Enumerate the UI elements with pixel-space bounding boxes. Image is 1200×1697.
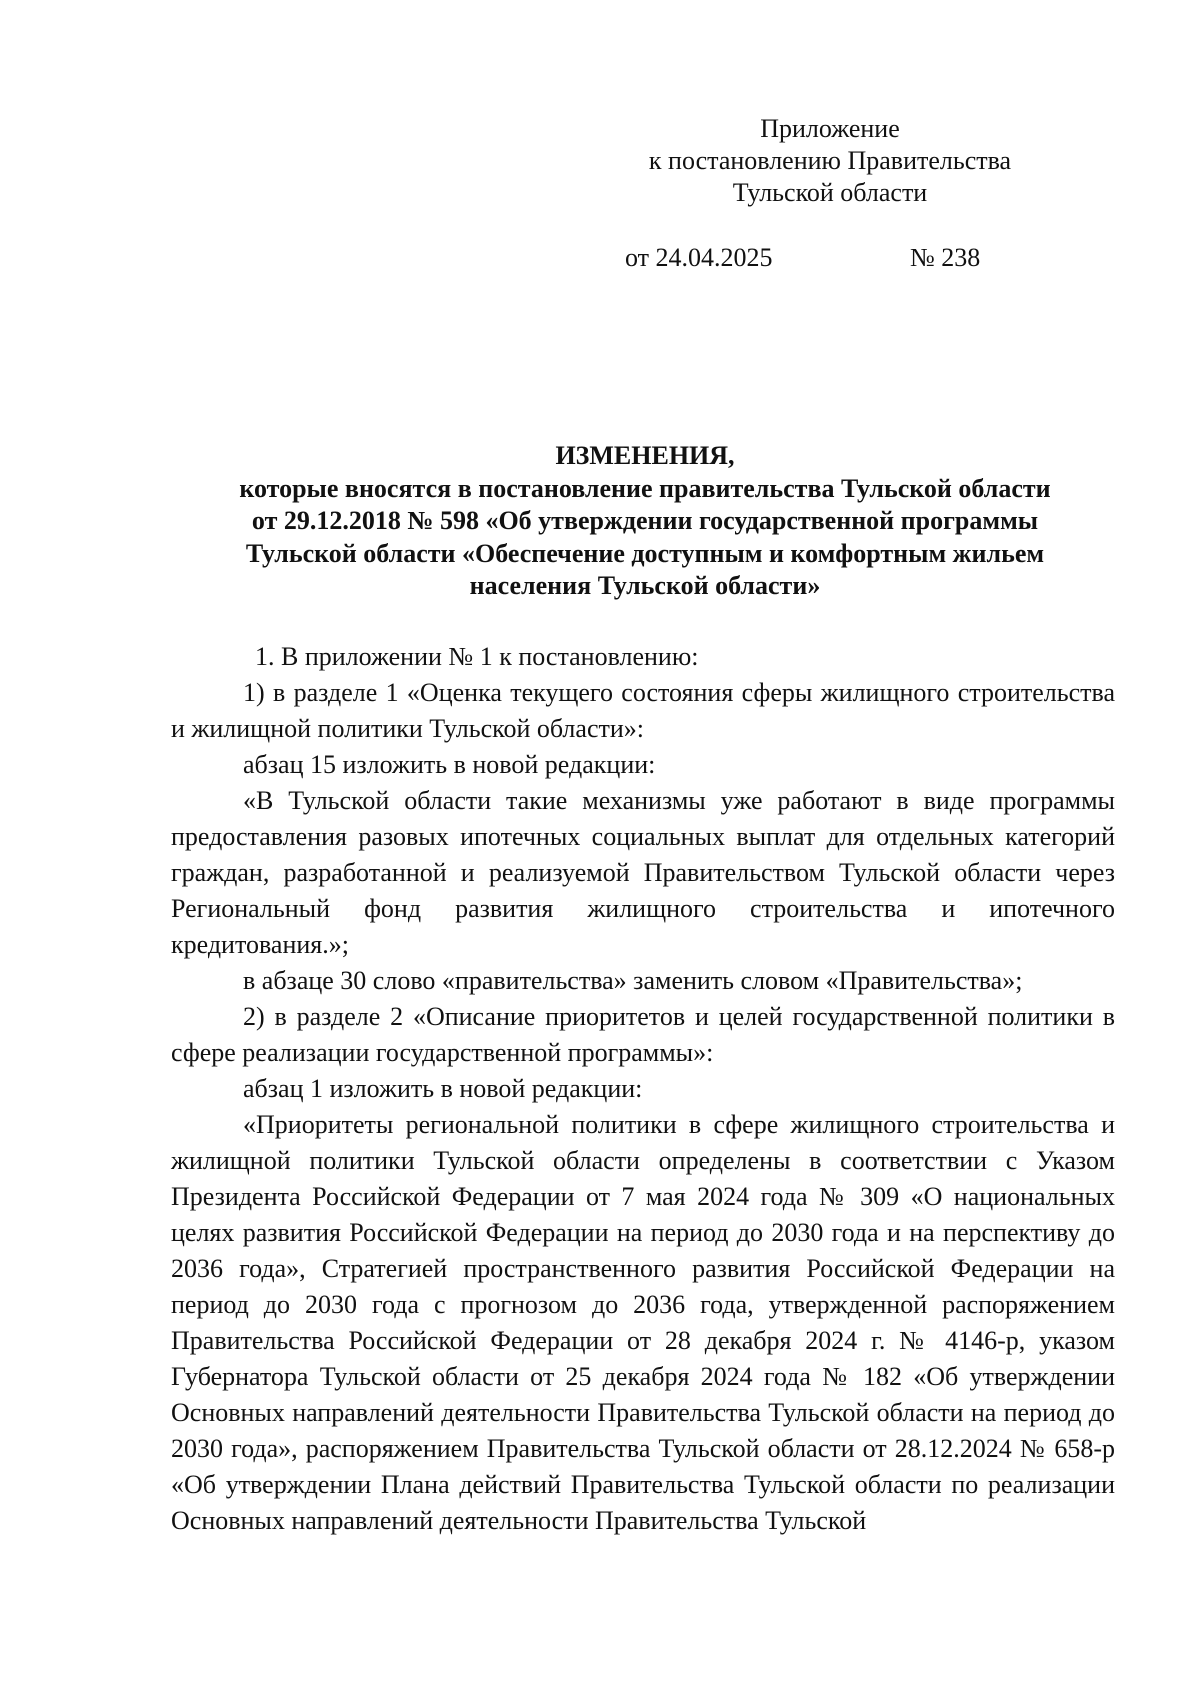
title-line: населения Тульской области» [469,571,821,600]
paragraph: в абзаце 30 слово «правительства» заменить словом «Правительства»; [243,966,1023,995]
paragraph: 2) в разделе 2 «Описание приоритетов и целей государственной политики в сфере реализации государственной программы»: [171,1002,1115,1067]
paragraph: «В Тульской области такие механизмы уже работают в виде программы предоставления разовых ипотечных социальных выплат для отдельных категорий граждан, разработанной и реализуемой Правительством Тульской области через Региональный фонд развития жилищного строительства и ипотечного кредитования.»; [171,786,1115,959]
title-line: Тульской области «Обеспечение доступным и комфортным жильем [245,538,1045,568]
title-line: которые вносятся в постановление правительства Тульской области [239,473,1051,503]
decree-date: от 24.04.2025 [625,243,773,272]
annex-subtitle: к постановлению Правительства [648,146,1012,175]
title-line: от 29.12.2018 № 598 «Об утверждении государственной программы [251,506,1039,535]
decree-number: № 238 [910,243,981,272]
annex-header [600,113,1060,209]
annex-region: Тульской области [732,178,928,207]
paragraph: 1. В приложении № 1 к постановлению: [255,642,699,671]
title-line: ИЗМЕНЕНИЯ, [555,441,735,470]
document-title [160,440,1130,603]
paragraph: 1) в разделе 1 «Оценка текущего состояния сферы жилищного строительства и жилищной политики Тульской области»: [171,678,1115,743]
paragraph: «Приоритеты региональной политики в сфере жилищного строительства и жилищной политики Тульской области определены в соответствии с Указом Президента Российской Федерации от 7 мая 2024 года № 309 «О национальных целях развития Российской Федерации на период до 2030 года и на перспективу до 2036 года», Стратегией пространственного развития Российской Федерации на период до 2030 года с прогнозом до 2036 года, утвержденной распоряжением Правительства Российской Федерации от 28 декабря 2024 г. № 4146-р, указом Губернатора Тульской области от 25 декабря 2024 года № 182 «Об утверждении Основных направлений деятельности Правительства Тульской области на период до 2030 года», распоряжением Правительства Тульской области от 28.12.2024 № 658-р «Об утверждении Плана действий Правительства Тульской области по реализации Основных направлений деятельности Правительства Тульской [171,1110,1115,1535]
document-body [171,639,1115,1539]
paragraph: абзац 1 изложить в новой редакции: [243,1074,643,1103]
annex-title: Приложение [760,114,900,143]
paragraph: абзац 15 изложить в новой редакции: [243,750,656,779]
